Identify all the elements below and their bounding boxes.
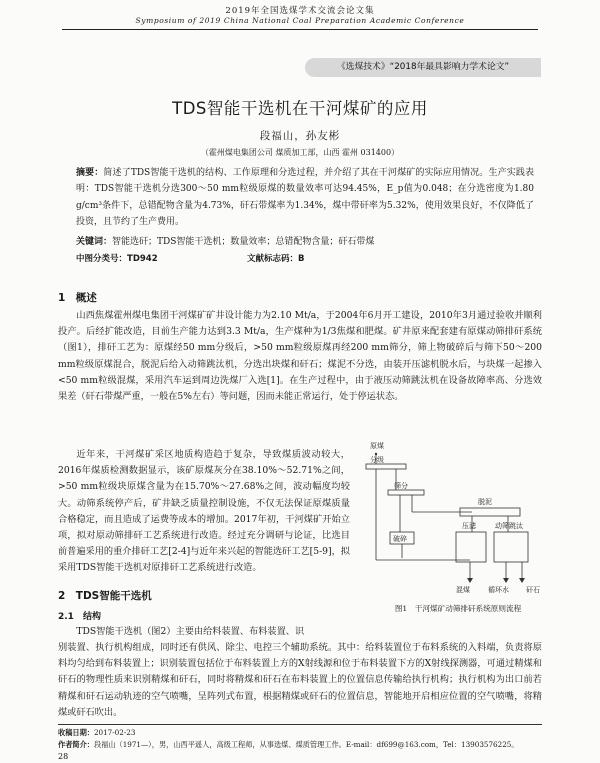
classification-value: TD942 xyxy=(127,254,158,264)
figure-1-caption: 图1 干河煤矿动筛排矸系统原则流程 xyxy=(394,604,522,613)
footnote-received xyxy=(58,728,135,738)
abstract-text: 简述了TDS智能干选机的结构、工作原理和分选过程，并介绍了其在干河煤矿的实际应用情况。生产实践表明：TDS智能干选机分选300～50 mm粒级原煤的数量效率可达94.45%，E_p值为0.048；在分选密度为1.80 g/cm³条件下，总错配物含量为4.73%，矸石带煤率为1.34%，煤中带矸率为5.32%，使用效果良好，不仅降低了投资，且节约了生产费用。 xyxy=(76,168,534,228)
arrow-head xyxy=(467,578,473,583)
keywords xyxy=(76,234,546,247)
label-gangue: 矸石 xyxy=(526,586,540,594)
received-date: 2017-02-23 xyxy=(93,728,136,737)
document-code-value: B xyxy=(298,254,305,264)
page-number: 28 xyxy=(58,752,69,761)
section-1-paragraph-1: 山西焦煤霍州煤电集团干河煤矿矿井设计能力为2.10 Mt/a，于2004年6月开工建设，2010年3月通过验收并顺利投产。后经扩能改造，目前生产能力达到3.3 Mt/a，生产煤种为1/3焦煤和肥煤。矿井原来配套建有原煤动筛排矸系统（图1），排矸工艺为：原煤经50 mm分级后，>50 mm粒级原煤再经200 mm筛分，筛上物破碎后与筛下50～200 mm粒级原煤混合，脱泥后给入动筛跳汰机，分选出块煤和矸石；煤泥不分选，由装开压滤机脱水后，与块煤一起掺入<50 mm粒级混煤，采用汽车运到周边洗煤厂入选[1]。在生产过程中，由于液压动筛跳汰机在设备故障率高、分选效果差（矸石带煤严重，一般在5%左右）等问题，因而未能正常运行，处于停运状态。 xyxy=(58,310,542,403)
label-raw-coal: 原煤 xyxy=(370,442,384,450)
press-box xyxy=(456,532,486,562)
paper-authors: 段福山，孙友彬 xyxy=(259,130,341,142)
label-mixed-coal: 混煤 xyxy=(456,586,470,594)
running-header-cn: 2019年全国选煤学术交流会论文集 xyxy=(225,6,375,16)
arrow-head xyxy=(519,578,525,583)
label-press: 压滤 xyxy=(462,522,476,530)
arrow-head xyxy=(503,578,509,583)
abstract-label: 摘要： xyxy=(76,168,104,178)
footnote-rule xyxy=(58,724,542,725)
document-code xyxy=(247,252,305,264)
received-label: 收稿日期： xyxy=(58,728,94,737)
classification-label: 中图分类号： xyxy=(76,254,128,264)
author-bio-label: 作者简介： xyxy=(58,740,94,749)
flowchart-svg xyxy=(360,440,556,600)
label-jig: 动筛跳汰 xyxy=(495,522,523,530)
label-crush: 破碎 xyxy=(393,535,407,543)
document-code-label: 文献标志码： xyxy=(247,254,299,264)
section-2-paragraph-start: TDS智能干选机（图2）主要由给料装置、布料装置、识 xyxy=(76,626,305,637)
award-banner: 《选煤技术》“2018年最具影响力学术论文” xyxy=(305,58,541,77)
label-classify: 分级 xyxy=(370,456,384,464)
classification-number xyxy=(76,252,158,264)
label-screen: 筛分 xyxy=(394,482,408,490)
paper-affiliation: （霍州煤电集团公司 煤质加工部，山西 霍州 031400） xyxy=(200,148,400,157)
paper-title: TDS智能干选机在干河煤矿的应用 xyxy=(172,99,428,118)
label-cycle-water: 循环水 xyxy=(488,586,509,594)
figure-1-flowchart xyxy=(360,440,556,594)
author-bio-text: 段福山（1971—），男，山西平遥人，高级工程师，从事选煤、煤质管理工作。E-mail：df699@163.com，Tel：13903576225。 xyxy=(93,740,519,749)
node-dot xyxy=(375,453,377,455)
keywords-label: 关键词： xyxy=(76,237,113,247)
subsection-2-1-heading: 2.1 结构 xyxy=(58,612,101,622)
classify-box xyxy=(366,464,406,469)
section-1-heading: 1 概述 xyxy=(58,292,97,304)
jig-box xyxy=(494,532,528,562)
screen-box xyxy=(388,490,424,495)
section-2-heading: 2 TDS智能干选机 xyxy=(58,590,152,602)
label-desliming: 脱泥 xyxy=(478,498,492,506)
keywords-text: 智能选矸；TDS智能干选机；数量效率；总错配物含量；矸石带煤 xyxy=(112,237,375,247)
running-header-en: Symposium of 2019 China National Coal Preparation Academic Conference xyxy=(135,16,465,25)
section-1-paragraph-2: 近年来，干河煤矿采区地质构造趋于复杂，导致煤质波动较大，2016年煤质检测数据显示，该矿原煤灰分在38.10%～52.71%之间，>50 mm粒级块原煤含量为在15.70%～27.68%之间，波动幅度均较大。动筛系统停产后，矿井缺乏质量控制设施，不仅无法保证原煤质量合格稳定，而且造成了运费等成本的增加。2017年初，干河煤矿开始立项，拟对原动筛排矸工艺系统进行改造。经过充分调研与论证，比选目前普遍采用的重介排矸工艺[2-4]与近年来兴起的智能选矸工艺[5-9]，拟采用TDS智能干选机对原排矸工艺系统进行改造。 xyxy=(58,449,350,574)
abstract xyxy=(76,165,534,231)
header-rule xyxy=(62,29,538,30)
section-2-paragraph-rest: 别装置、执行机构组成，同时还有供风、除尘、电控三个辅助系统。其中：给料装置位于布料系统的入料端，负责将原料均匀给到布料装置上；识别装置包括位于布料装置上方的X射线源和位于布料装置下方的X射线探测器，可通过精煤和矸石的物理性质来识别精煤和矸石，同时将精煤和矸石在布料装置上的位置信息传输给执行机构；执行机构为出口前若精煤和矸石运动轨迹的空气喷嘴，呈阵列式布置，根据精煤或矸石的位置信息，智能地开启相应位置的空气喷嘴，将精煤或矸石吹出。 xyxy=(58,642,542,718)
footnote-author xyxy=(58,740,542,750)
